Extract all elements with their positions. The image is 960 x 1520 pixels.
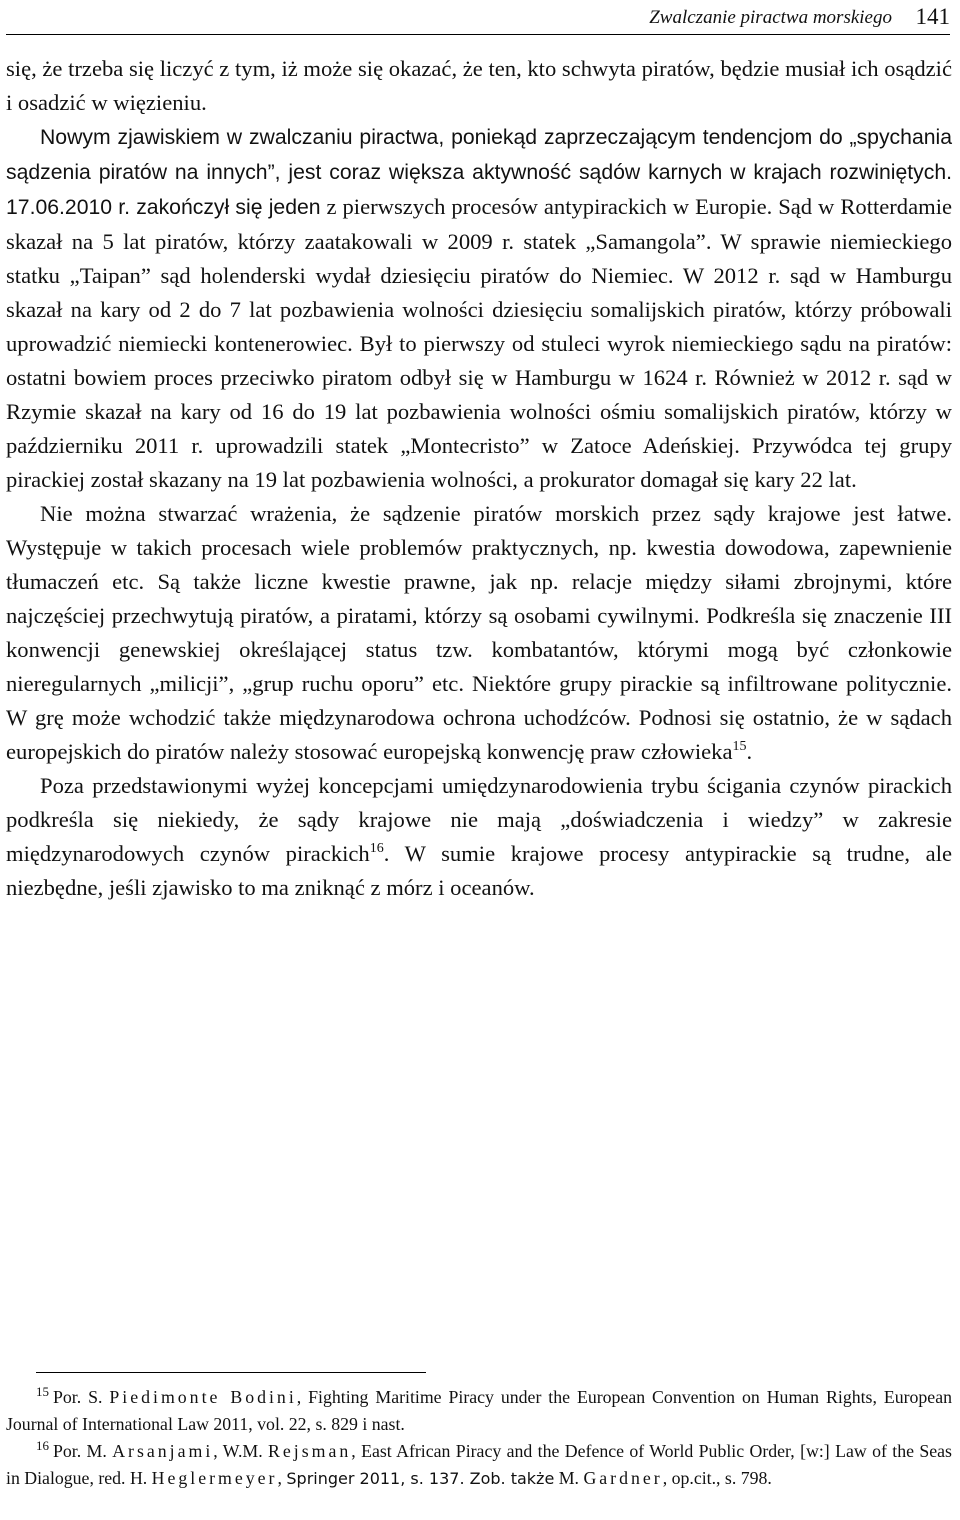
footnote-marker: 16 <box>36 1438 49 1453</box>
footnote-marker: 15 <box>36 1384 49 1399</box>
paragraph-3 <box>6 497 952 769</box>
footnote-author: Piedimonte Bodini <box>109 1387 297 1407</box>
body-text <box>6 52 952 905</box>
paragraph-4-text: Poza przedstawionymi wyżej koncepcjami umiędzynarodowienia trybu ścigania czynów pirackich podkreśla się niekiedy, że sądy krajowe nie mają „doświadczenia i wiedzy” w zakresie międzynarodowych czynów pirackich <box>6 773 952 866</box>
paragraph-1-text: się, że trzeba się liczyć z tym, iż może się okazać, że ten, kto schwyta piratów, będzie musiał ich osądzić i osadzić w więzieniu. <box>6 56 952 115</box>
paragraph-2-sans-text: Nowym zjawiskiem w zwalczaniu piractwa, poniekąd zaprzeczającym tendencjom do „spychania sądzenia piratów na innych”, jest coraz większa aktywność sądów karnych w krajach rozwiniętych. 17.06.2010 r. zakończył się jeden <box>6 126 952 219</box>
footnote-prefix: Por. M. <box>53 1441 107 1461</box>
footnote-text-sans: Springer 2011, s. 137. Zob. także <box>286 1469 555 1488</box>
footnote-ref-15[interactable]: 15 <box>732 739 747 754</box>
paragraph-3-text: Nie można stwarzać wrażenia, że sądzenie piratów morskich przez sądy krajowe jest łatwe. Występuje w takich procesach wiele problemów praktycznych, np. kwestia dowodowa, zapewnienie tłumaczeń etc. Są także liczne kwestie prawne, jak np. relacje między siłami zbrojnymi, które najczęściej przechwytują piratów, a piratami, którzy są osobami cywilnymi. Podkreśla się znaczenie III konwencji genewskiej określającej status tzw. kombatantów, którymi mogą być członkowie nieregularnych „milicji”, „grup ruchu oporu” etc. Niektóre grupy pirackie są infiltrowane politycznie. W grę może wchodzić także międzynarodowa ochrona uchodźców. Podnosi się ostatnio, że w sądach europejskich do piratów należy stosować europejską konwencję praw człowieka <box>6 501 952 764</box>
running-title: Zwalczanie piractwa morskiego <box>649 7 892 28</box>
footnote-author-3: Heglermeyer <box>151 1468 278 1488</box>
page-number: 141 <box>915 4 950 29</box>
paragraph-2 <box>6 120 952 497</box>
footnote-author-2: Rejsman <box>268 1441 352 1461</box>
footnote-text: , East African Piracy and the Defence of World Public Order, [w:] Law of the Seas in Dialogue, red. H. <box>6 1441 952 1488</box>
footnotes <box>6 1384 952 1492</box>
paragraph-4-end: . W sumie krajowe procesy antypirackie są trudne, ale niezbędne, jeśli zjawisko to ma zniknąć z mórz i oceanów. <box>6 841 952 900</box>
footnote-text: , W.M. <box>213 1441 269 1461</box>
footnote-15 <box>6 1384 952 1438</box>
running-header <box>6 4 950 35</box>
footnote-16 <box>6 1438 952 1492</box>
footnote-prefix: Por. S. <box>53 1387 103 1407</box>
paragraph-2-serif-text: z pierwszych procesów antypirackich w Europie. Sąd w Rotterdamie skazał na 5 lat piratów, którzy zaatakowali w 2009 r. statek „Samangola”. W sprawie niemieckiego statku „Taipan” sąd holenderski wydał dziesięciu piratów do Niemiec. W 2012 r. sąd w Hamburgu skazał na kary od 2 do 7 lat pozbawienia wolności dziesięciu somalijskich piratów, którzy próbowali uprowadzić niemiecki kontenerowiec. Był to pierwszy od stuleci wyrok niemieckiego sądu na piratów: ostatni bowiem proces przeciwko piratom odbył się w Hamburgu w 1624 r. Również w 2012 r. sąd w Rzymie skazał na kary od 16 do 19 lat pozbawienia wolności ośmiu somalijskich piratów, którzy w październiku 2011 r. uprowadzili statek „Montecristo” w Zatoce Adeńskiej. Przywódca tej grupy pirackiej został skazany na 19 lat pozbawienia wolności, a prokurator domagał się kary 22 lat. <box>6 194 953 492</box>
footnote-text: , <box>277 1468 287 1488</box>
paragraph-4 <box>6 769 952 905</box>
footnote-text: M. <box>554 1468 584 1488</box>
footnote-separator <box>36 1372 426 1373</box>
paragraph-3-end: . <box>746 739 753 764</box>
paragraph-1 <box>6 52 952 120</box>
footnote-text: , op.cit., s. 798. <box>662 1468 772 1488</box>
footnote-ref-16[interactable]: 16 <box>369 841 384 856</box>
footnote-author: Arsanjami <box>112 1441 214 1461</box>
footnote-text: , Fighting Maritime Piracy under the European Convention on Human Rights, European Journal of International Law 2011, vol. 22, s. 829 i nast. <box>6 1387 952 1434</box>
footnote-author-4: Gardner <box>583 1468 663 1488</box>
